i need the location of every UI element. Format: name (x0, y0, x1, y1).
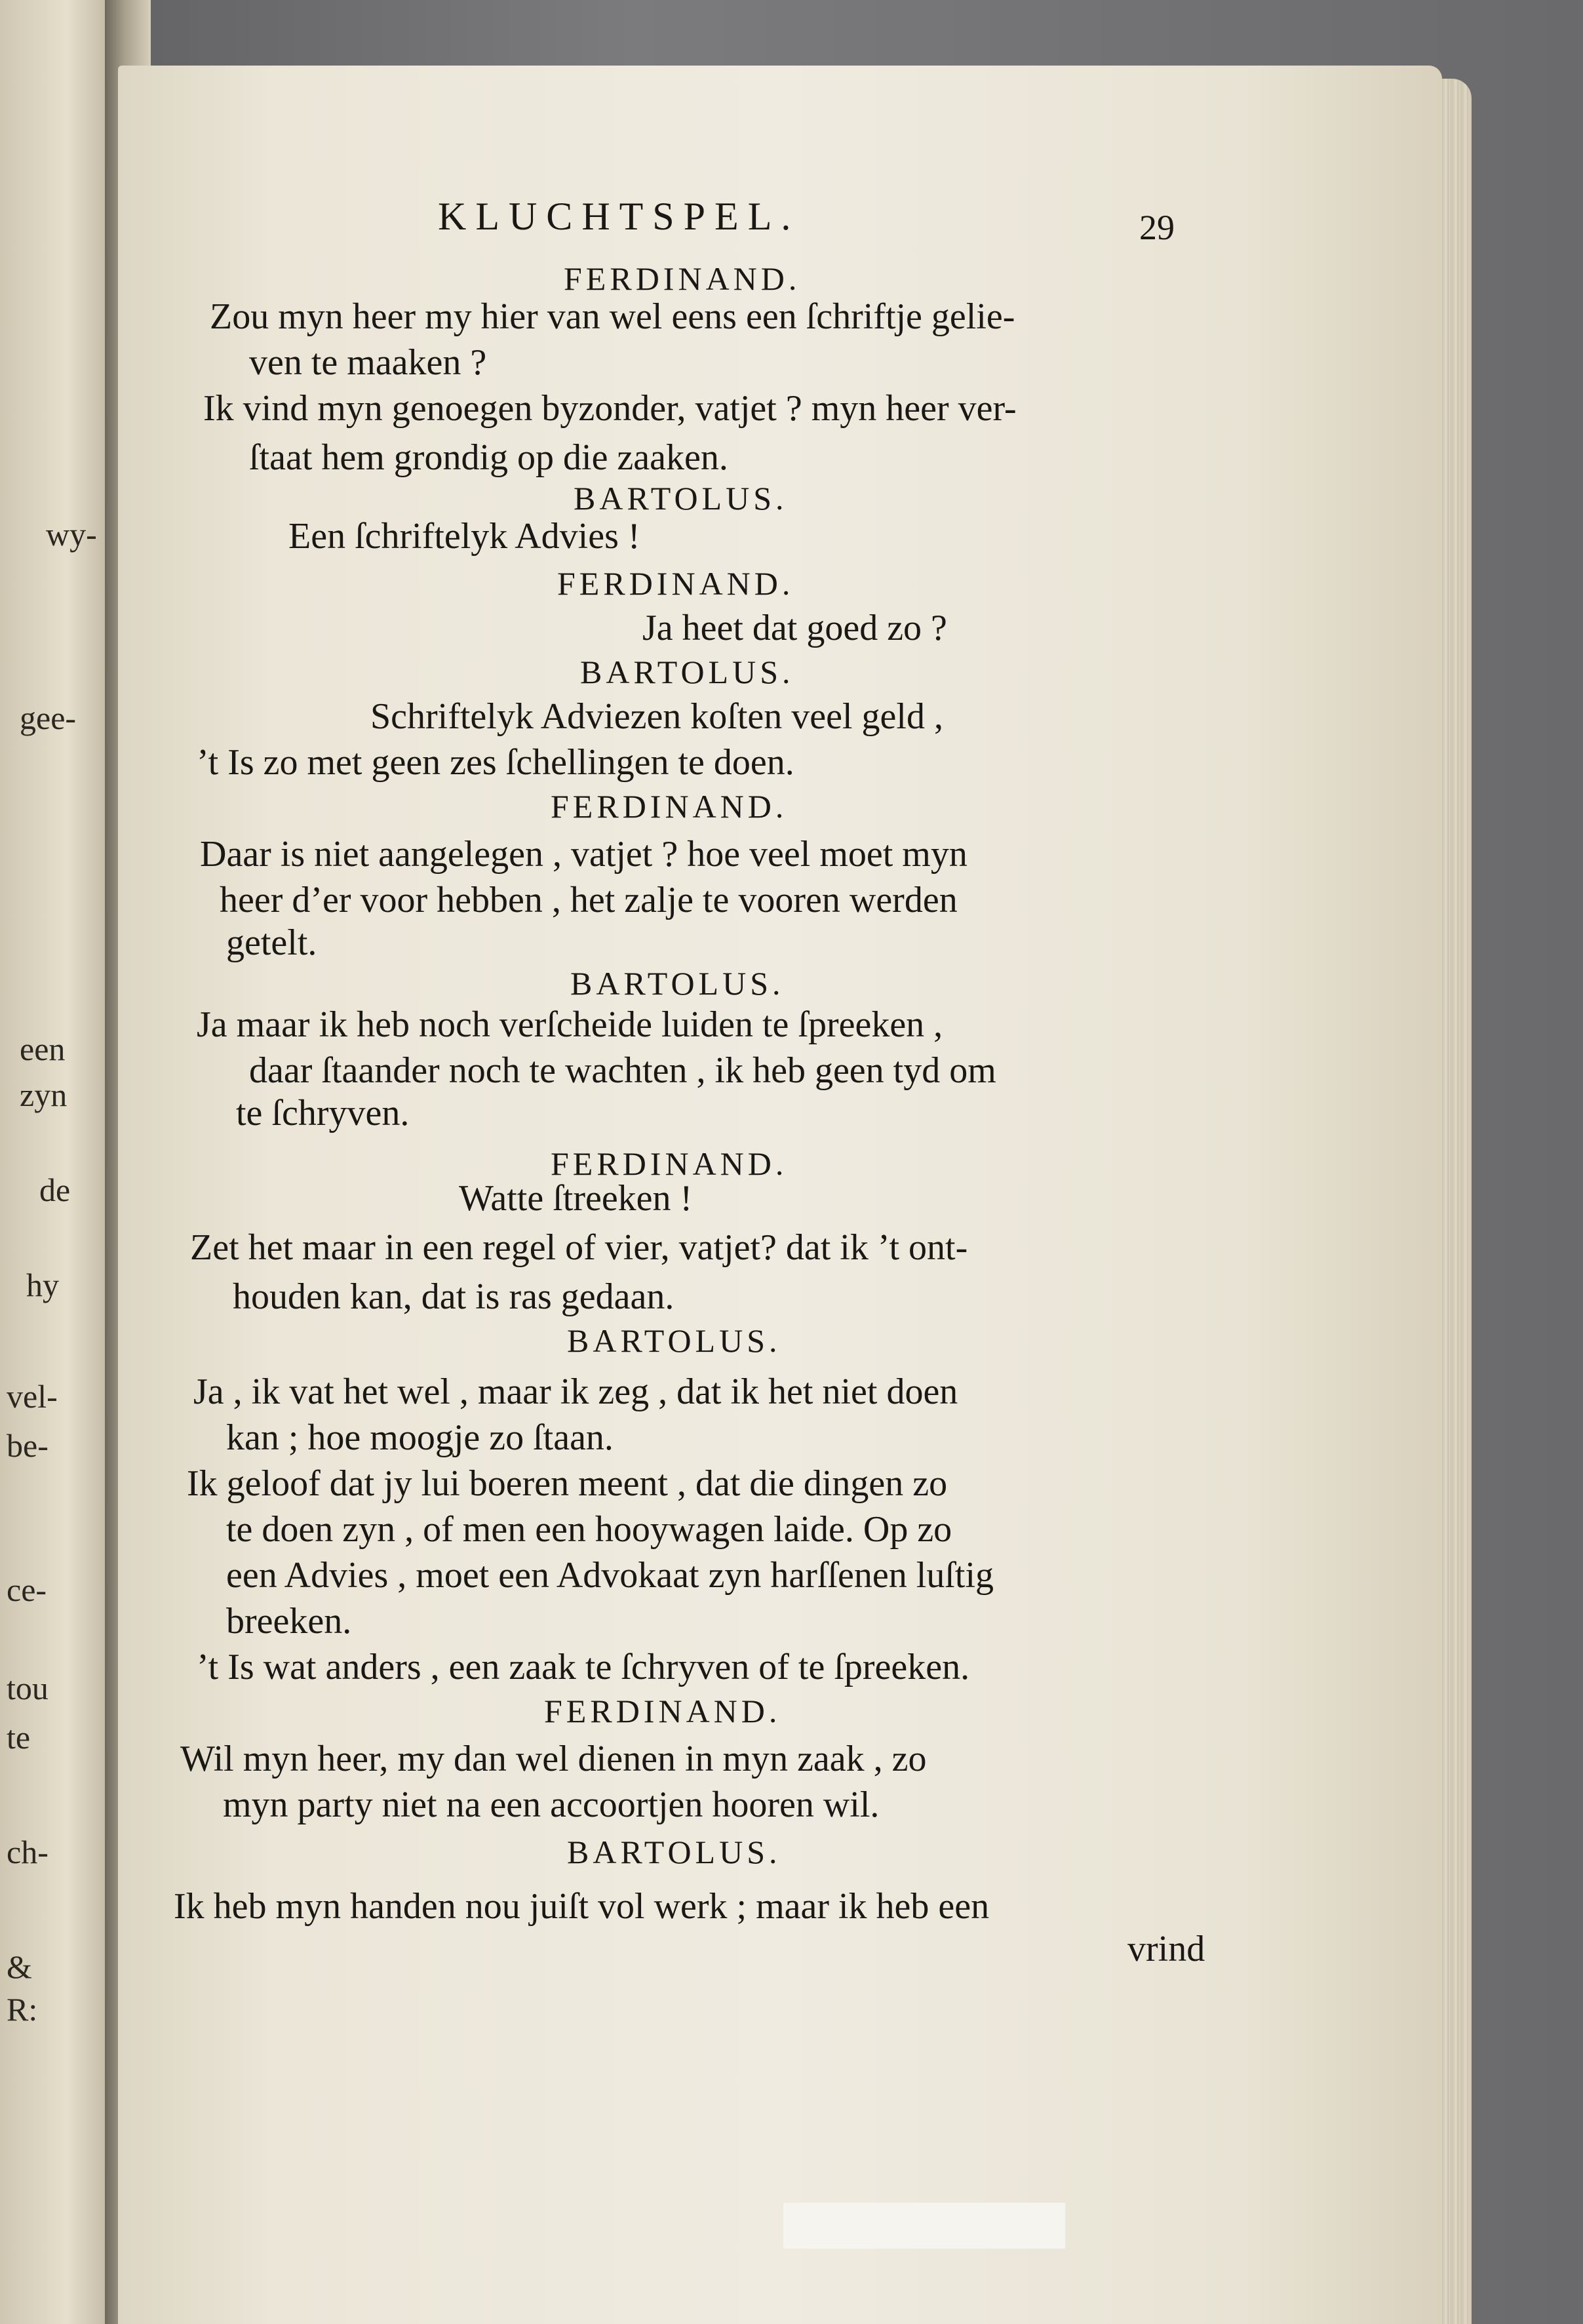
page-number: 29 (1139, 208, 1175, 247)
speaker-name: BARTOLUS. (580, 654, 794, 690)
speaker-name: FERDINAND. (551, 1145, 788, 1182)
text-line: getelt. (226, 922, 317, 963)
speaker-name: BARTOLUS. (567, 1834, 781, 1870)
left-margin-fragment: R: (7, 1991, 38, 2028)
left-page-edge (0, 0, 121, 2324)
speaker-name: FERDINAND. (557, 565, 794, 602)
text-line: Ik heb myn handen nou juiſt vol werk ; maar ik heb een (174, 1886, 990, 1927)
speaker-name: FERDINAND. (551, 788, 788, 825)
speaker-name: BARTOLUS. (574, 480, 788, 517)
text-line: Ja maar ik heb noch verſcheide luiden te ſpreeken , (197, 1004, 943, 1045)
catchword: vrind (1127, 1929, 1205, 1969)
text-line: Ja , ik vat het wel , maar ik zeg , dat ik het niet doen (193, 1371, 958, 1412)
left-margin-fragment: be- (7, 1427, 49, 1464)
left-margin-fragment: ce- (7, 1571, 47, 1608)
text-line: kan ; hoe moogje zo ſtaan. (226, 1417, 614, 1458)
speaker-name: FERDINAND. (544, 1693, 781, 1729)
text-line: een Advies , moet een Advokaat zyn harſſenen luſtig (226, 1555, 994, 1596)
text-line: Zet het maar in een regel of vier, vatjet? dat ik ’t ont- (190, 1227, 968, 1268)
text-line: Een ſchriftelyk Advies ! (288, 516, 640, 557)
left-margin-fragment: de (39, 1172, 71, 1208)
text-line: te ſchryven. (236, 1093, 410, 1133)
text-line: ’t Is wat anders , een zaak te ſchryven of te ſpreeken. (197, 1647, 970, 1687)
text-line: Daar is niet aangelegen , vatjet ? hoe veel moet myn (200, 834, 967, 875)
left-margin-fragment: zyn (20, 1076, 68, 1113)
left-margin-fragment: te (7, 1719, 31, 1756)
text-line: houden kan, dat is ras gedaan. (233, 1276, 674, 1317)
left-margin-fragment: gee- (20, 699, 77, 736)
text-line: Watte ſtreeken ! (459, 1178, 693, 1219)
running-head: KLUCHTSPEL. (438, 195, 800, 238)
text-line: te doen zyn , of men een hooywagen laide. Op zo (226, 1509, 952, 1550)
text-line: Schriftelyk Adviezen koſten veel geld , (370, 696, 943, 737)
text-line: ’t Is zo met geen zes ſchellingen te doen. (197, 742, 794, 783)
left-margin-fragment: ch- (7, 1834, 49, 1870)
text-line: ven te maaken ? (249, 342, 487, 383)
text-line: ſtaat hem grondig op die zaaken. (249, 437, 728, 478)
text-line: breeken. (226, 1601, 352, 1642)
text-line: heer d’er voor hebben , het zalje te vooren werden (220, 880, 958, 920)
text-line: Ja heet dat goed zo ? (642, 608, 947, 648)
text-line: Ik geloof dat jy lui boeren meent , dat die dingen zo (187, 1463, 948, 1504)
text-line: daar ſtaander noch te wachten , ik heb geen tyd om (249, 1050, 996, 1091)
left-margin-fragment: & (7, 1948, 32, 1985)
speaker-name: BARTOLUS. (570, 965, 785, 1002)
left-margin-fragment: wy- (46, 516, 97, 553)
left-margin-fragment: tou (7, 1670, 49, 1706)
left-margin-fragment: hy (26, 1267, 59, 1303)
left-margin-fragment: vel- (7, 1378, 58, 1415)
left-margin-fragment: een (20, 1031, 66, 1067)
text-line: Ik vind myn genoegen byzonder, vatjet ? myn heer ver- (203, 388, 1017, 429)
paper-tab (783, 2203, 1065, 2249)
speaker-name: BARTOLUS. (567, 1322, 781, 1359)
text-line: Wil myn heer, my dan wel dienen in myn zaak , zo (180, 1739, 927, 1779)
text-line: Zou myn heer my hier van wel eens een ſchriftje gelie- (210, 296, 1015, 337)
speaker-name: FERDINAND. (564, 260, 801, 297)
text-line: myn party niet na een accoortjen hooren wil. (223, 1784, 880, 1825)
